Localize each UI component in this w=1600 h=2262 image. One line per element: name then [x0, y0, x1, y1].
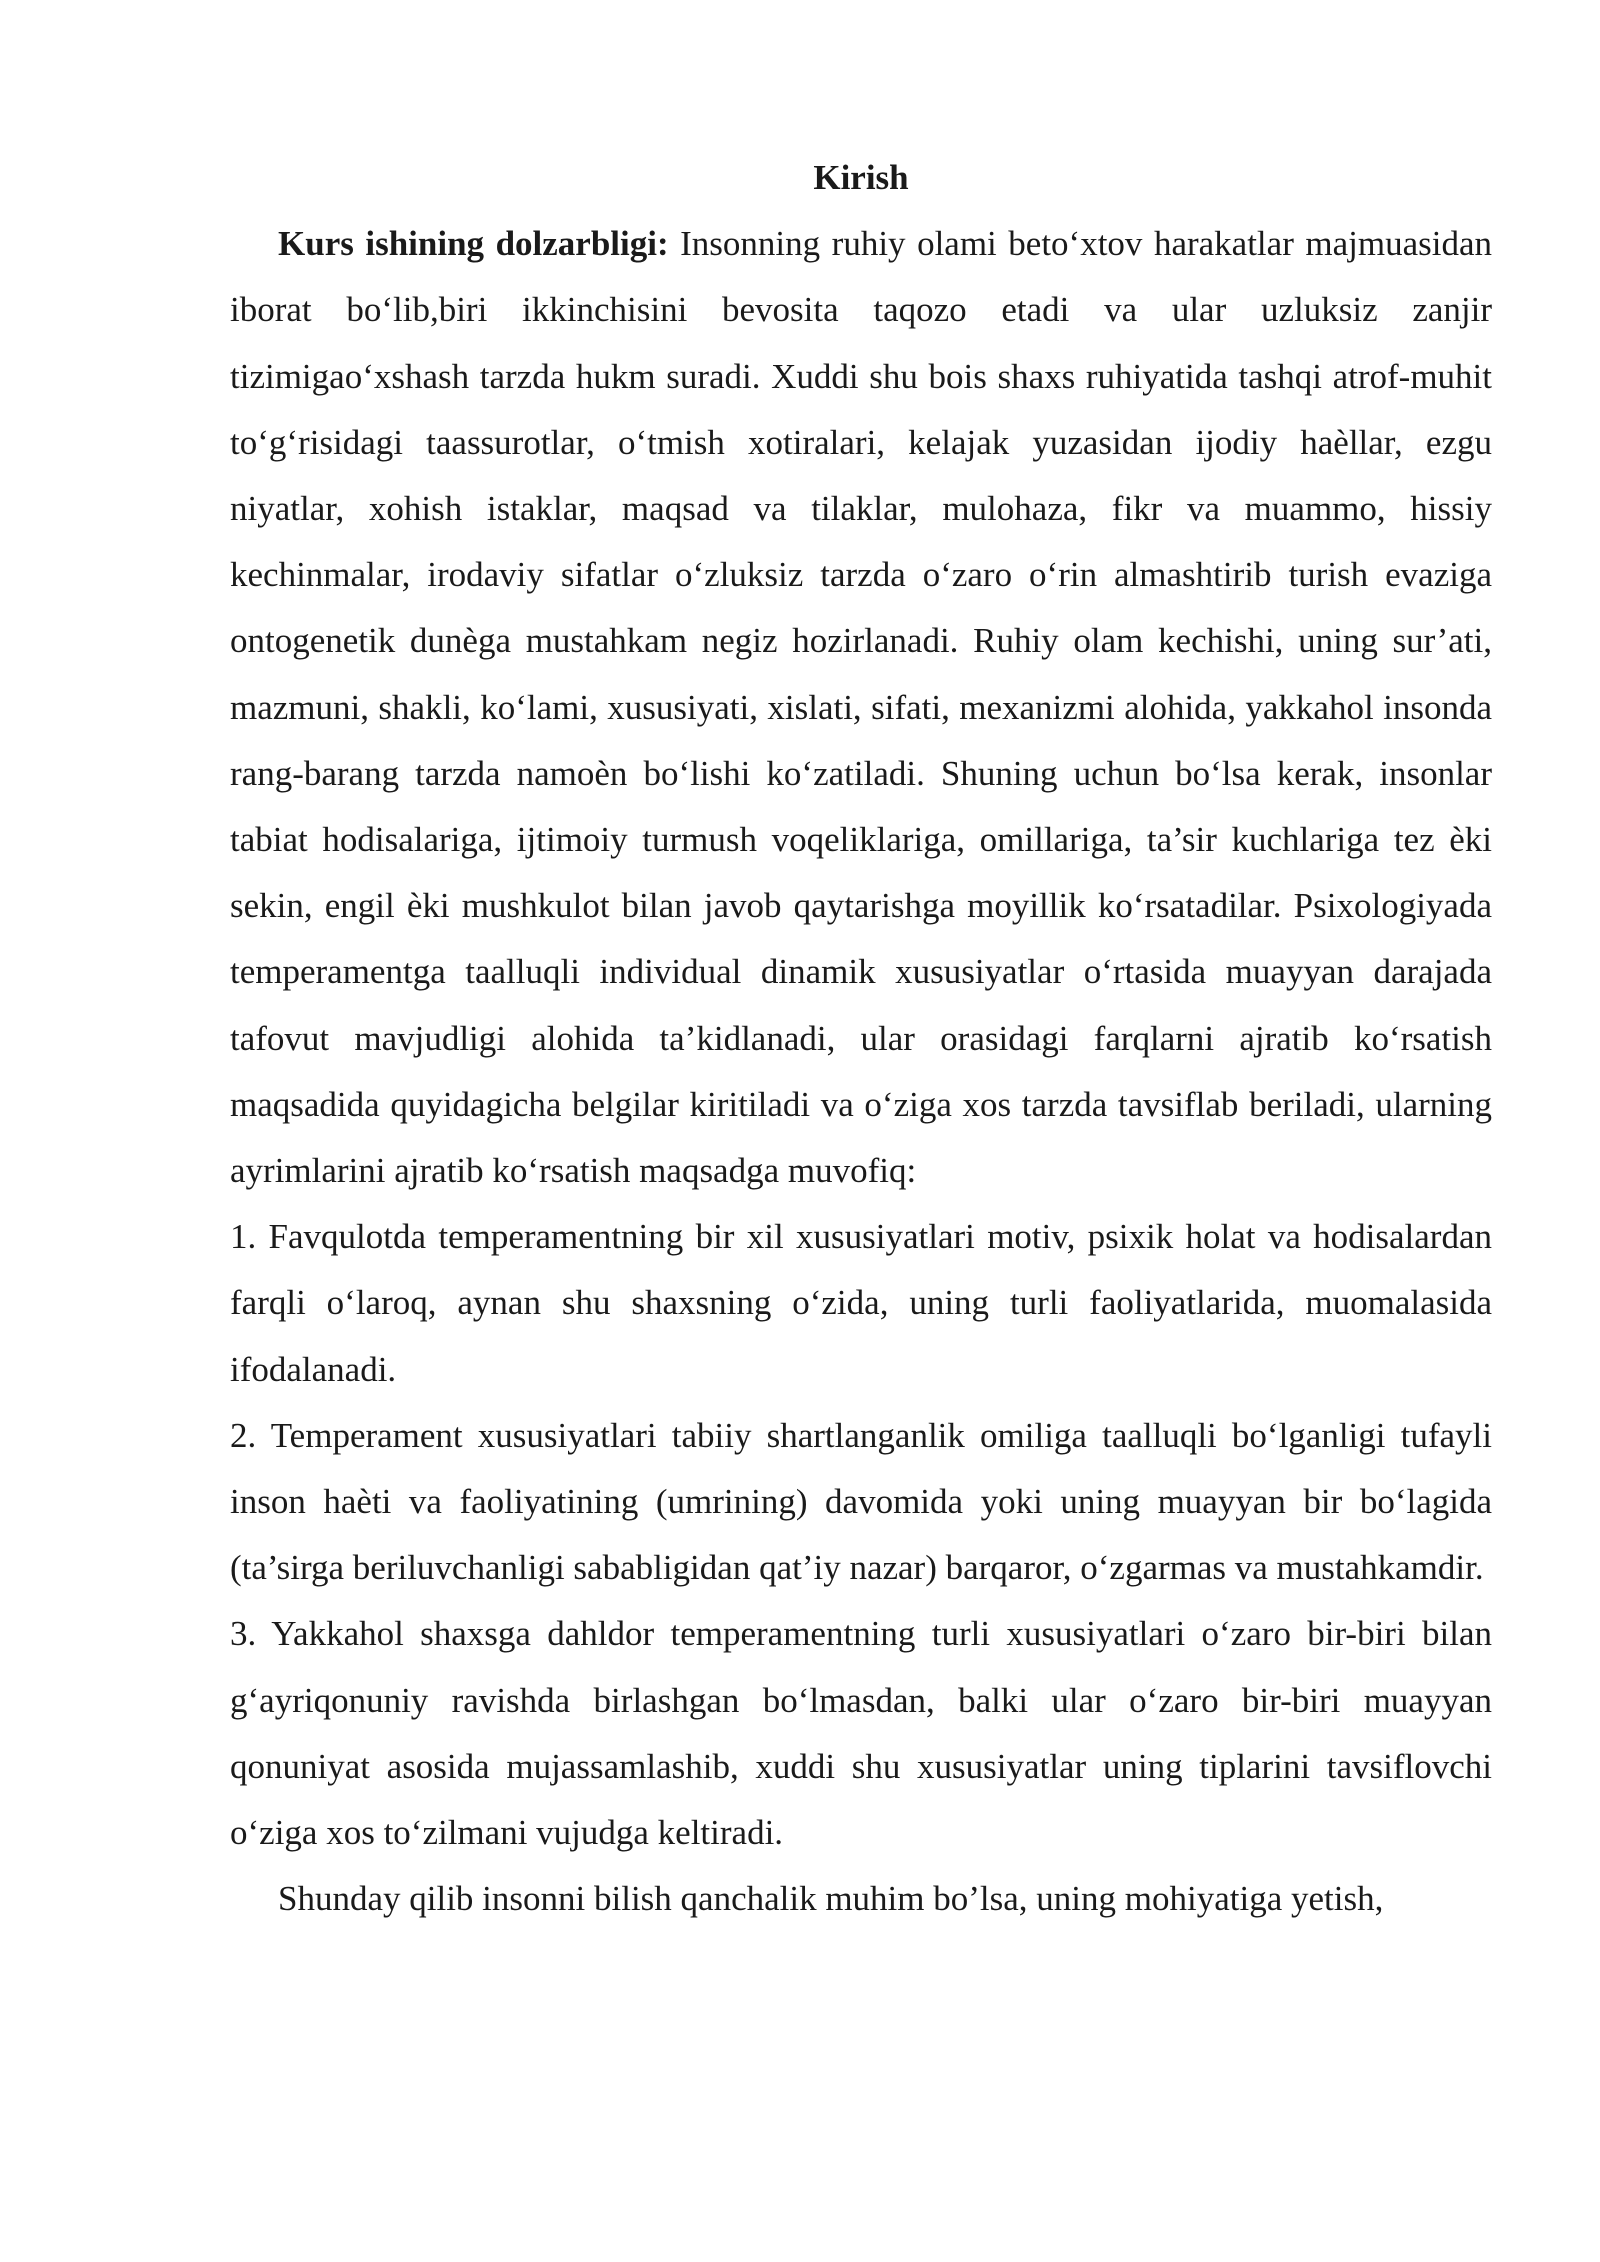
list-item-3: 3. Yakkahol shaxsga dahldor temperamentning turli xususiyatlari o‘zaro bir-biri bilan g‘ayriqonuniy ravishda birlashgan bo‘lmasdan, balki ular o‘zaro bir-biri muayyan qonuniyat asosida mujassamlashib, xuddi shu xususiyatlar uning tiplarini tavsiflovchi o‘ziga xos to‘zilmani vujudga keltiradi. — [230, 1614, 1492, 1853]
page-content — [230, 145, 1492, 1932]
intro-paragraph — [230, 211, 1492, 1204]
list-item-2: 2. Temperament xususiyatlari tabiiy shartlanganlik omiliga taalluqli bo‘lganligi tufayli inson haèti va faoliyatining (umrining) davomida yoki uning muayyan bir bo‘lagida (ta’sirga beriluvchanligi sababligidan qat’iy nazar) barqaror, o‘zgarmas va mustahkamdir. — [230, 1415, 1492, 1588]
list-item-1: 1. Favqulotda temperamentning bir xil xususiyatlari motiv, psixik holat va hodisalardan farqli o‘laroq, aynan shu shaxsning o‘zida, uning turli faoliyatlarida, muomalasida ifodalanadi. — [230, 1217, 1492, 1389]
page-title: Kirish — [813, 158, 909, 197]
closing-paragraph: Shunday qilib insonni bilish qanchalik muhim bo’lsa, uning mohiyatiga yetish, — [278, 1879, 1384, 1919]
intro-text: Insonning ruhiy olami beto‘xtov harakatlar majmuasidan iborat bo‘lib,biri ikkinchisini bevosita taqozo etadi va ular uzluksiz zanjir tizimigao‘xshash tarzda hukm suradi. Xuddi shu bois shaxs ruhiyatida tashqi atrof-muhit to‘g‘risidagi taassurotlar, o‘tmish xotiralari, kelajak yuzasidan ijodiy haèllar, ezgu niyatlar, xohish istaklar, maqsad va tilaklar, mulohaza, fikr va muammo, hissiy kechinmalar, irodaviy sifatlar o‘zluksiz tarzda o‘zaro o‘rin almashtirib turish evaziga ontogenetik dunèga mustahkam negiz hozirlanadi. Ruhiy olam kechishi, uning sur’ati, mazmuni, shakli, ko‘lami, xususiyati, xislati, sifati, mexanizmi alohida, yakkahol insonda rang-barang tarzda namoèn bo‘lishi ko‘zatiladi. Shuning uchun bo‘lsa kerak, insonlar tabiat hodisalariga, ijtimoiy turmush voqeliklariga, omillariga, ta’sir kuchlariga tez èki sekin, engil èki mushkulot bilan javob qaytarishga moyillik ko‘rsatadilar. Psixologiyada temperamentga taalluqli individual dinamik xususiyatlar o‘rtasida muayyan darajada tafovut mavjudligi alohida ta’kidlanadi, ular orasidagi farqlarni ajratib ko‘rsatish maqsadida quyidagicha belgilar kiritiladi va o‘ziga xos tarzda tavsiflab beriladi, ularning ayrimlarini ajratib ko‘rsatish maqsadga muvofiq: — [230, 224, 1492, 1191]
intro-lead: Kurs ishining dolzarbligi: — [278, 224, 669, 264]
